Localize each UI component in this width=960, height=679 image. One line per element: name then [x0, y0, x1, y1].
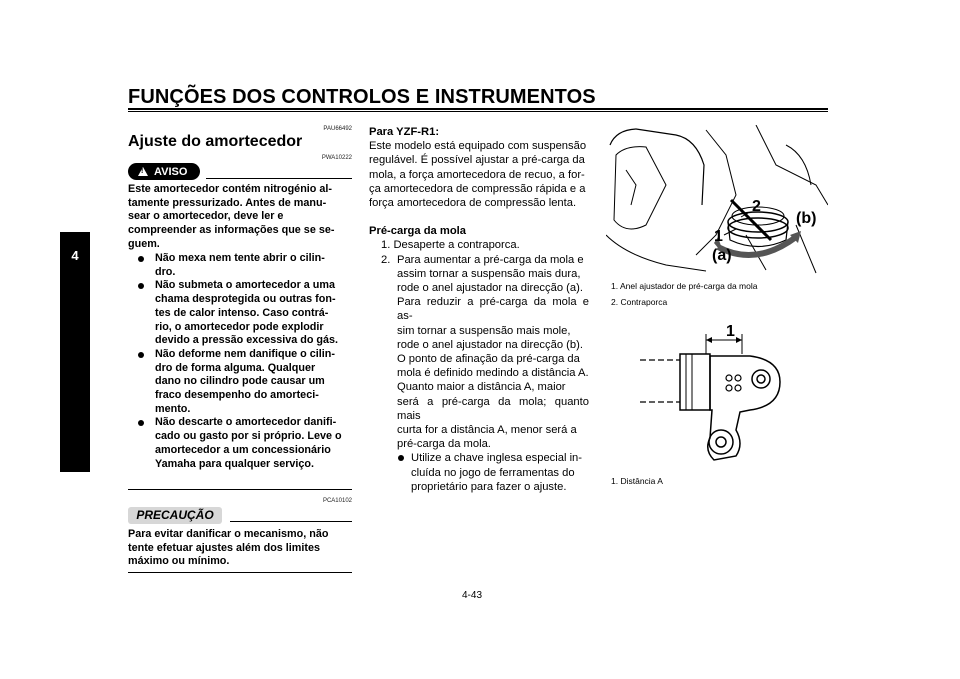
section-title: Ajuste do amortecedor: [128, 133, 303, 150]
warning-intro-line: tamente pressurizado. Antes de manu-: [128, 196, 327, 209]
warning-bullet-item: Não submeta o amortecedor a uma chama desprotegida ou outras fon- tes de calor intenso. Caso contrá- rio, o amortecedor pode explodir devido a pressão excessiva do gás.: [136, 279, 352, 348]
caution-end-rule: [128, 572, 352, 573]
step-2: 2. Para aumentar a pré-carga da mola e assim tornar a suspensão mais dura, rode o anel ajustador na direcção (a). Para reduzir a pré-carga da mola e as- sim tornar a suspensão mais mole, rode o anel ajustador na direcção (b). O ponto de afinação da pré-carga da mola é definido medindo a distância A. Quanto maior a distância A, maior será a pré-carga da mola; quanto mais curta for a distância A, menor será a pré-carga da mola. Utilize a chave inglesa especial in- cluída no jogo de ferramentas do proprietário para fazer o ajuste.: [381, 253, 589, 493]
warning-bullet-item: Não descarte o amortecedor danifi- cado ou gasto por si próprio. Leve o amortecedor a um concessionário Yamaha para qualquer serviço.: [136, 416, 352, 471]
warning-rule: [206, 178, 352, 179]
spring-preload-adjuster-figure: [606, 125, 828, 275]
warning-intro-line: sear o amortecedor, deve ler e: [128, 210, 284, 223]
header-rule-thin: [128, 111, 828, 112]
warning-intro-line: Este amortecedor contém nitrogénio al-: [128, 183, 332, 195]
warning-end-rule: [128, 489, 352, 490]
caution-line: tente efetuar ajustes além dos limites: [128, 541, 321, 554]
step-1: 1. Desaperte a contraporca.: [381, 239, 520, 252]
page-header-title: FUNÇÕES DOS CONTROLOS E INSTRUMENTOS: [128, 86, 596, 108]
figure-label-1: 1: [714, 228, 723, 245]
model-heading: Para YZF-R1:: [369, 126, 440, 138]
warning-label: AVISO: [154, 165, 188, 178]
warning-bullet-list: [136, 252, 352, 471]
warning-intro-line: compreender as informações que se se-: [128, 224, 335, 237]
figure-1-caption: 2. Contraporca: [611, 297, 668, 307]
subheading: Pré-carga da mola: [369, 225, 467, 238]
warning-triangle-icon: !: [138, 167, 148, 176]
intro-line: Este modelo está equipado com suspensão: [369, 140, 587, 153]
section-code: PAU66492: [323, 126, 352, 132]
figure-label-a: (a): [712, 247, 732, 264]
bullet-dot-icon: [138, 283, 144, 289]
bullet-dot-icon: [398, 455, 404, 461]
bullet-dot-icon: [138, 256, 144, 262]
bullet-dot-icon: [138, 352, 144, 358]
header-rule: [128, 108, 828, 110]
step-2-number: 2.: [381, 253, 391, 266]
warning-bullet-item: Não deforme nem danifique o cilin- dro de forma alguma. Qualquer dano no cilindro pode causar um fraco desempenho do amorteci- mento.: [136, 348, 352, 417]
page-number: 4-43: [462, 590, 483, 601]
warning-block: [128, 183, 352, 252]
intro-line: ça amortecedora de compressão rápida e a: [369, 182, 586, 195]
caution-block: [128, 528, 352, 569]
figure-label-b: (b): [796, 210, 817, 227]
caution-line: máximo ou mínimo.: [128, 555, 230, 568]
warning-bullet-item: Não mexa nem tente abrir o cilin- dro.: [136, 252, 352, 279]
distance-a-figure: [640, 320, 790, 465]
caution-rule: [230, 521, 352, 522]
figure-1-caption: 1. Anel ajustador de pré-carga da mola: [611, 281, 758, 291]
intro-line: força amortecedora de compressão lenta.: [369, 197, 577, 210]
warning-badge: [128, 163, 200, 180]
chapter-tab: 4: [60, 232, 90, 472]
intro-line: regulável. É possível ajustar a pré-carga da: [369, 154, 585, 167]
caution-badge: PRECAUÇÃO: [128, 507, 222, 524]
middle-column: [369, 125, 589, 494]
warning-intro-line: guem.: [128, 237, 160, 250]
distance-label-1: 1: [726, 323, 735, 340]
step-2-bullet: Utilize a chave inglesa especial in- cluída no jogo de ferramentas do proprietário para fazer o ajuste.: [397, 451, 589, 494]
caution-line: Para evitar danificar o mecanismo, não: [128, 528, 329, 540]
warning-code: PWA10222: [321, 155, 352, 161]
caution-code: PCA10102: [322, 498, 352, 504]
figure-label-2: 2: [752, 198, 761, 215]
intro-line: mola, a força amortecedora de recuo, a for-: [369, 168, 585, 181]
figure-2-caption: 1. Distância A: [611, 476, 663, 486]
bullet-dot-icon: [138, 420, 144, 426]
